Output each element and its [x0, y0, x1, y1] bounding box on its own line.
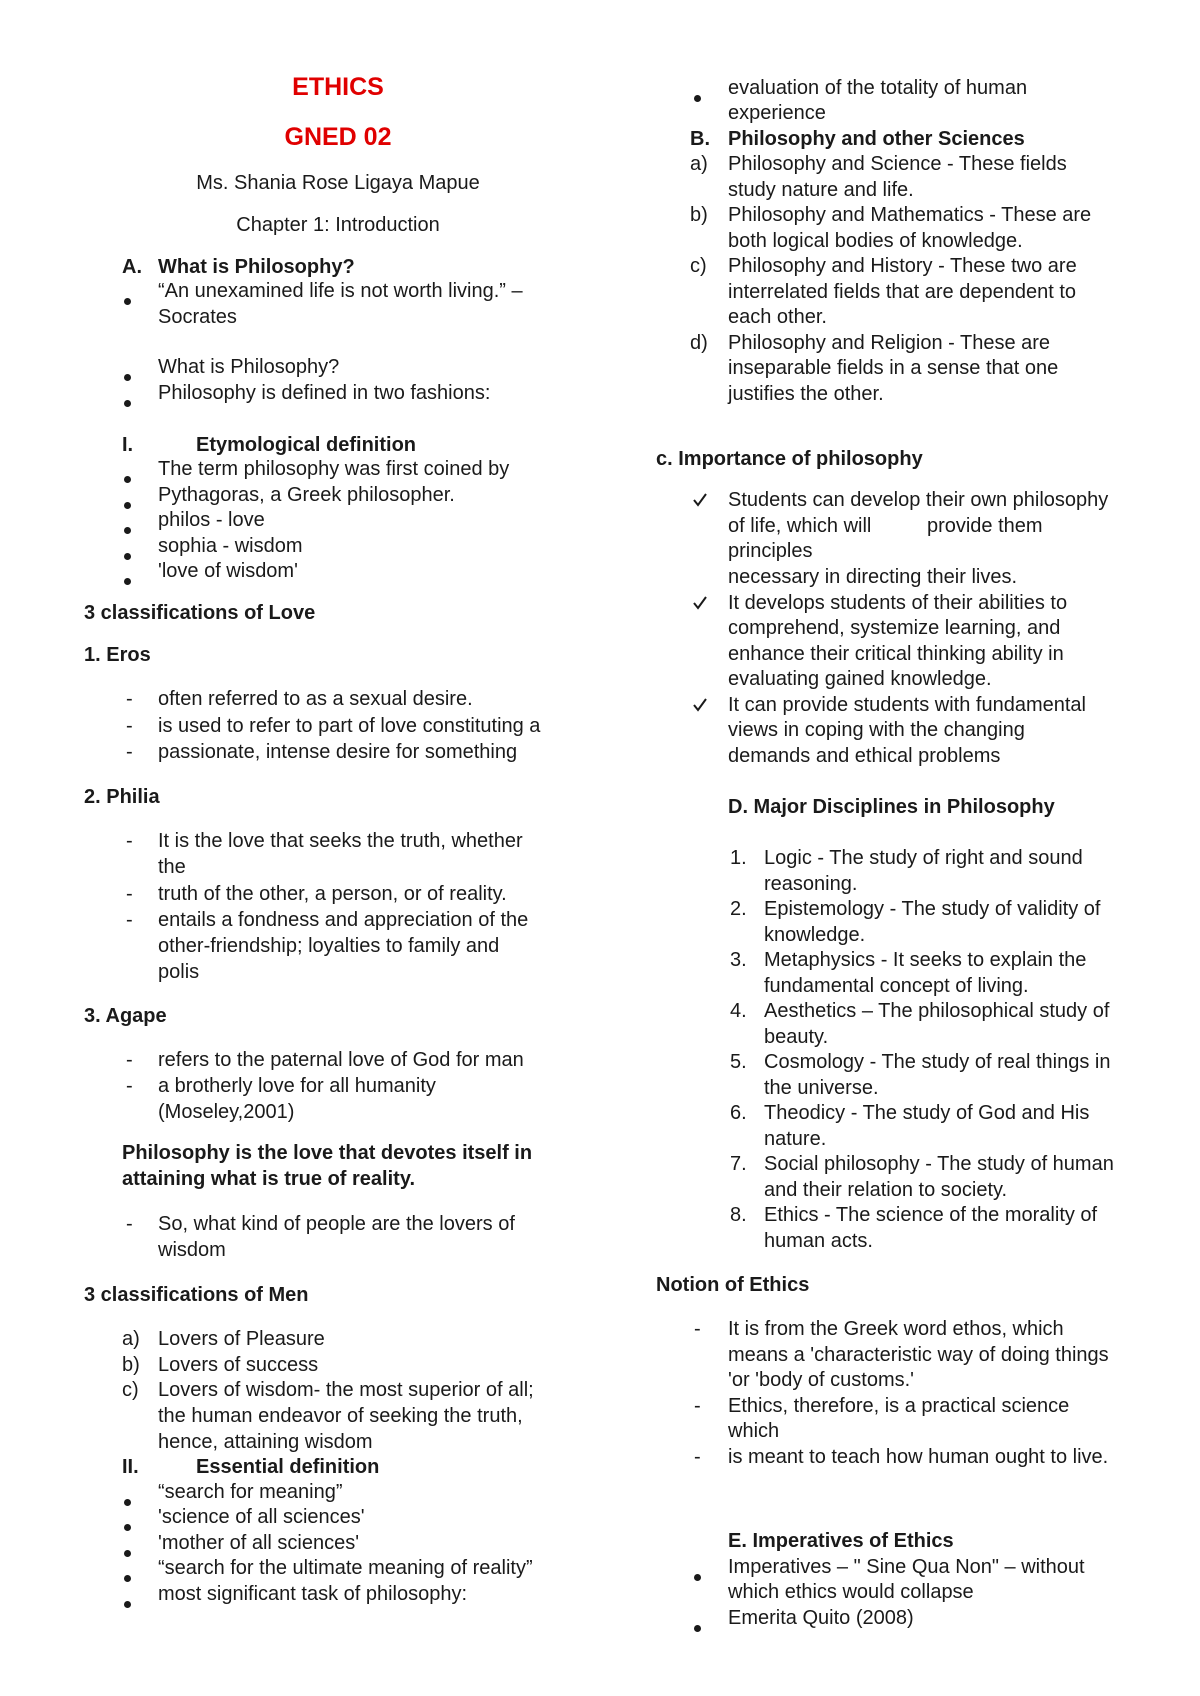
list-item: enhance their critical thinking ability in — [728, 643, 1064, 665]
philia-heading: 2. Philia — [84, 786, 160, 808]
list-item: Lovers of success — [158, 1354, 319, 1376]
section-i-marker: I. — [122, 434, 134, 456]
list-marker: 2. — [730, 898, 747, 920]
list-marker: c) — [122, 1379, 139, 1401]
list-item: Students can develop their own philosophy — [728, 489, 1109, 511]
list-item: views in coping with the changing — [728, 719, 1025, 741]
list-marker: 4. — [730, 1000, 747, 1022]
list-item: refers to the paternal love of God for man — [158, 1049, 524, 1071]
bullet-icon — [124, 541, 131, 567]
section-e-heading: E. Imperatives of Ethics — [728, 1530, 954, 1552]
list-item: Philosophy and Religion - These are — [728, 332, 1051, 354]
list-item: (Moseley,2001) — [158, 1101, 295, 1123]
bullet-icon — [694, 83, 701, 109]
list-item: justifies the other. — [728, 383, 884, 405]
section-ii-heading: Essential definition — [196, 1456, 380, 1478]
dash-icon: - — [126, 741, 133, 763]
bullet-icon — [124, 1487, 131, 1513]
list-item: “An unexamined life is not worth living.” – — [158, 280, 523, 302]
list-item: 'mother of all sciences' — [158, 1532, 360, 1554]
dash-icon: - — [694, 1318, 701, 1340]
notion-heading: Notion of Ethics — [656, 1274, 810, 1296]
list-item: Lovers of Pleasure — [158, 1328, 325, 1350]
list-item: sophia - wisdom — [158, 535, 303, 557]
chapter-title: Chapter 1: Introduction — [236, 214, 440, 236]
list-item: knowledge. — [764, 924, 866, 946]
bullet-icon — [124, 1538, 131, 1564]
list-item: the human endeavor of seeking the truth, — [158, 1405, 523, 1427]
list-item: passionate, intense desire for something — [158, 741, 518, 763]
list-item: Lovers of wisdom- the most superior of all; — [158, 1379, 534, 1401]
dash-icon: - — [126, 715, 133, 737]
list-item: The term philosophy was first coined by — [158, 458, 510, 480]
list-item: other-friendship; loyalties to family and — [158, 935, 500, 957]
list-item: principles — [728, 540, 813, 562]
teacher-name: Ms. Shania Rose Ligaya Mapue — [196, 172, 480, 194]
list-marker: 6. — [730, 1102, 747, 1124]
list-marker: c) — [690, 255, 707, 277]
section-b-heading: Philosophy and other Sciences — [728, 128, 1025, 150]
list-item: the universe. — [764, 1077, 879, 1099]
dash-icon: - — [126, 909, 133, 931]
list-marker: a) — [690, 153, 708, 175]
list-item: entails a fondness and appreciation of the — [158, 909, 529, 931]
list-item: 'or 'body of customs.' — [728, 1369, 914, 1391]
list-item: hence, attaining wisdom — [158, 1431, 373, 1453]
section-a-marker: A. — [122, 256, 142, 278]
list-item: which ethics would collapse — [728, 1581, 974, 1603]
dash-icon: - — [126, 1075, 133, 1097]
list-item: study nature and life. — [728, 179, 914, 201]
list-item: evaluation of the totality of human — [728, 77, 1028, 99]
bullet-icon — [124, 490, 131, 516]
list-item: Emerita Quito (2008) — [728, 1607, 914, 1629]
dash-icon: - — [126, 1213, 133, 1235]
list-item: polis — [158, 961, 200, 983]
dash-icon: - — [126, 883, 133, 905]
checkmark-icon — [692, 492, 708, 508]
list-item: 'science of all sciences' — [158, 1506, 365, 1528]
list-item: comprehend, systemize learning, and — [728, 617, 1061, 639]
list-item: It is from the Greek word ethos, which — [728, 1318, 1064, 1340]
list-item: Ethics - The science of the morality of — [764, 1204, 1098, 1226]
list-item: a brotherly love for all humanity — [158, 1075, 436, 1097]
section-i-heading: Etymological definition — [196, 434, 417, 456]
philosophy-statement: Philosophy is the love that devotes itself in — [122, 1142, 533, 1164]
bullet-icon — [124, 566, 131, 592]
bullet-icon — [124, 515, 131, 541]
list-item: It can provide students with fundamental — [728, 694, 1086, 716]
list-item: Metaphysics - It seeks to explain the — [764, 949, 1087, 971]
bullet-icon — [124, 388, 131, 414]
list-item: Ethics, therefore, is a practical science — [728, 1395, 1070, 1417]
list-item: Logic - The study of right and sound — [764, 847, 1083, 869]
list-item: often referred to as a sexual desire. — [158, 688, 473, 710]
list-item: demands and ethical problems — [728, 745, 1001, 767]
document-title: ETHICS — [292, 73, 384, 101]
list-item: beauty. — [764, 1026, 829, 1048]
list-item: It develops students of their abilities to — [728, 592, 1068, 614]
list-item: Social philosophy - The study of human — [764, 1153, 1114, 1175]
list-item: most significant task of philosophy: — [158, 1583, 468, 1605]
list-item: Socrates — [158, 306, 237, 328]
dash-icon: - — [126, 688, 133, 710]
list-marker: 3. — [730, 949, 747, 971]
list-item: Cosmology - The study of real things in — [764, 1051, 1111, 1073]
men-heading: 3 classifications of Men — [84, 1284, 309, 1306]
list-item: fundamental concept of living. — [764, 975, 1029, 997]
love-heading: 3 classifications of Love — [84, 602, 316, 624]
list-item: Theodicy - The study of God and His — [764, 1102, 1090, 1124]
list-item: both logical bodies of knowledge. — [728, 230, 1023, 252]
list-item: What is Philosophy? — [158, 356, 340, 378]
bullet-icon — [124, 1512, 131, 1538]
list-item: evaluating gained knowledge. — [728, 668, 992, 690]
dash-icon: - — [694, 1446, 701, 1468]
list-item: inseparable fields in a sense that one — [728, 357, 1059, 379]
list-item: interrelated fields that are dependent to — [728, 281, 1077, 303]
list-item: Philosophy and History - These two are — [728, 255, 1077, 277]
list-item: reasoning. — [764, 873, 858, 895]
section-b-marker: B. — [690, 128, 710, 150]
bullet-icon — [124, 362, 131, 388]
list-marker: a) — [122, 1328, 140, 1350]
list-marker: b) — [122, 1354, 140, 1376]
list-item: necessary in directing their lives. — [728, 566, 1018, 588]
list-item: experience — [728, 102, 826, 124]
list-item: each other. — [728, 306, 827, 328]
list-item: means a 'characteristic way of doing things — [728, 1344, 1109, 1366]
eros-heading: 1. Eros — [84, 644, 151, 666]
list-item: Philosophy and Science - These fields — [728, 153, 1067, 175]
list-item: the — [158, 856, 186, 878]
list-item: 'love of wisdom' — [158, 560, 298, 582]
list-item: is meant to teach how human ought to live. — [728, 1446, 1109, 1468]
philosophy-statement: attaining what is true of reality. — [122, 1168, 416, 1190]
list-item: truth of the other, a person, or of reality. — [158, 883, 507, 905]
list-item: wisdom — [158, 1239, 226, 1261]
list-item: which — [728, 1420, 780, 1442]
list-marker: b) — [690, 204, 708, 226]
list-item: philos - love — [158, 509, 265, 531]
list-item: Aesthetics – The philosophical study of — [764, 1000, 1110, 1022]
list-item: Epistemology - The study of validity of — [764, 898, 1101, 920]
list-item: Pythagoras, a Greek philosopher. — [158, 484, 455, 506]
list-marker: 7. — [730, 1153, 747, 1175]
bullet-icon — [694, 1613, 701, 1639]
list-marker: 5. — [730, 1051, 747, 1073]
dash-icon: - — [694, 1395, 701, 1417]
list-item: Philosophy is defined in two fashions: — [158, 382, 491, 404]
dash-icon: - — [126, 830, 133, 852]
list-item: “search for the ultimate meaning of reality” — [158, 1557, 533, 1579]
bullet-icon — [124, 1563, 131, 1589]
checkmark-icon — [692, 595, 708, 611]
dash-icon: - — [126, 1049, 133, 1071]
list-item: So, what kind of people are the lovers of — [158, 1213, 515, 1235]
list-marker: d) — [690, 332, 708, 354]
list-item: It is the love that seeks the truth, whether — [158, 830, 523, 852]
bullet-icon — [124, 286, 131, 312]
list-item: of life, which will provide them — [728, 515, 1043, 537]
list-item: nature. — [764, 1128, 827, 1150]
list-item: Imperatives – " Sine Qua Non" – without — [728, 1556, 1085, 1578]
document-subtitle: GNED 02 — [284, 123, 392, 151]
bullet-icon — [124, 464, 131, 490]
list-item: and their relation to society. — [764, 1179, 1008, 1201]
checkmark-icon — [692, 697, 708, 713]
agape-heading: 3. Agape — [84, 1005, 167, 1027]
section-a-heading: What is Philosophy? — [158, 256, 355, 278]
importance-heading: c. Importance of philosophy — [656, 448, 923, 470]
list-marker: 1. — [730, 847, 747, 869]
section-ii-marker: II. — [122, 1456, 139, 1478]
list-item: is used to refer to part of love constituting a — [158, 715, 541, 737]
list-marker: 8. — [730, 1204, 747, 1226]
bullet-icon — [124, 1589, 131, 1615]
bullet-icon — [694, 1562, 701, 1588]
list-item: human acts. — [764, 1230, 873, 1252]
section-d-heading: D. Major Disciplines in Philosophy — [728, 796, 1055, 818]
list-item: “search for meaning” — [158, 1481, 343, 1503]
list-item: Philosophy and Mathematics - These are — [728, 204, 1092, 226]
